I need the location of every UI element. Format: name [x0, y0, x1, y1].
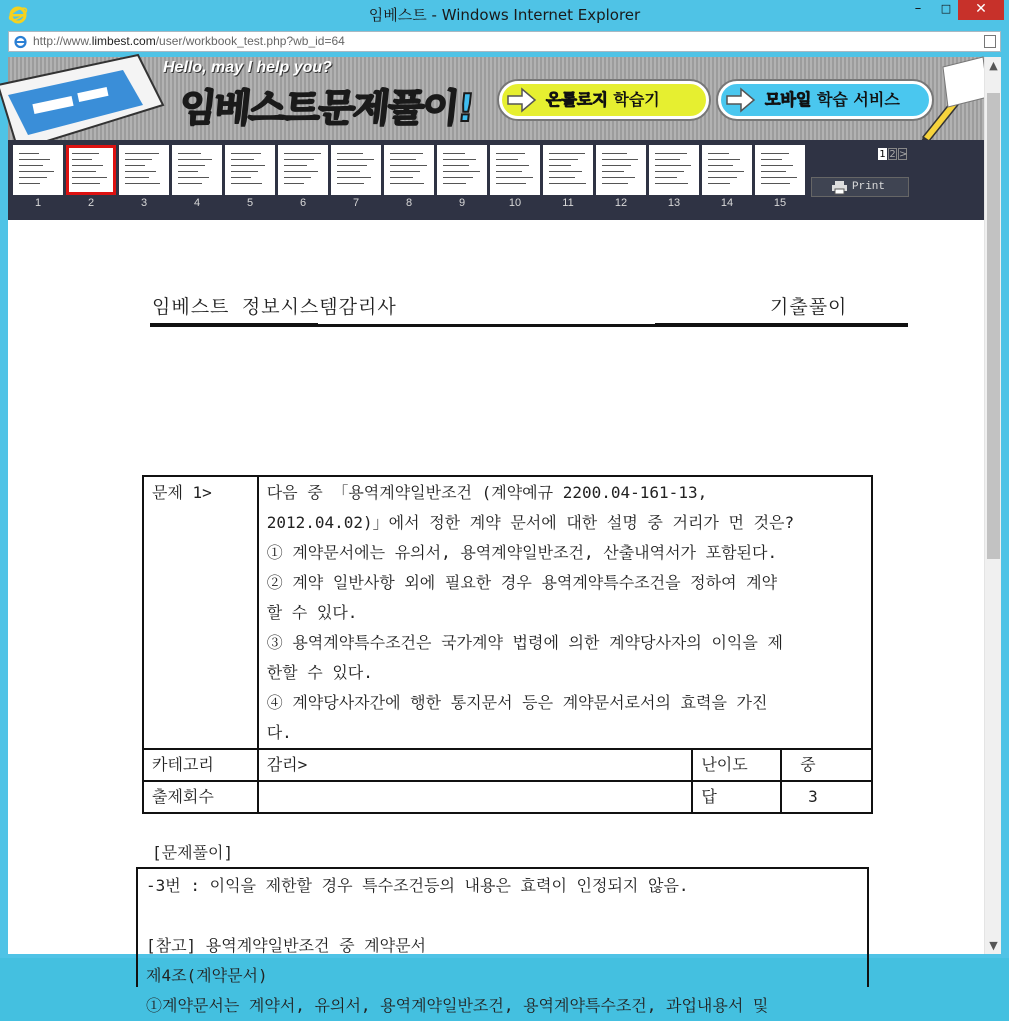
arrow-right-icon [508, 87, 536, 113]
page-thumbnail-strip [8, 140, 984, 220]
pager-button[interactable]: 1 [879, 149, 886, 160]
thumbnail-number: 13 [667, 197, 681, 209]
pager-button[interactable]: 2 [889, 149, 896, 160]
scrollbar-thumb[interactable] [987, 93, 1000, 559]
window-title: 임베스트 - Windows Internet Explorer [368, 6, 641, 24]
solution-line: -3번 : 이익을 제한할 경우 특수조건등의 내용은 효력이 인정되지 않음. [146, 876, 689, 895]
solution-box [136, 867, 869, 1015]
solution-line [146, 901, 859, 931]
close-button[interactable]: ✕ [958, 0, 1004, 20]
page-thumbnail[interactable] [437, 145, 487, 195]
mobile-learning-button[interactable] [718, 81, 932, 119]
thumbnail-number: 8 [405, 197, 413, 209]
page-thumbnail[interactable] [225, 145, 275, 195]
thumbnail-number: 5 [246, 197, 254, 209]
session-label: 출제회수 [143, 781, 258, 813]
page-thumbnail[interactable] [331, 145, 381, 195]
page-thumbnail[interactable] [755, 145, 805, 195]
thumbnail-number: 12 [614, 197, 628, 209]
difficulty-value: 중 [781, 749, 872, 781]
thumbnail-number: 14 [720, 197, 734, 209]
page-thumbnail[interactable] [172, 145, 222, 195]
mobile-highlight: 모바일 [765, 90, 812, 109]
page-thumbnail[interactable] [649, 145, 699, 195]
scroll-down-icon[interactable]: ▼ [989, 939, 998, 952]
url-domain: limbest.com [91, 34, 156, 48]
pencil-illustration-icon [913, 57, 988, 140]
question-row [143, 476, 872, 749]
page-thumbnail[interactable] [66, 145, 116, 195]
page-thumbnail[interactable] [596, 145, 646, 195]
thumbnail-number: 7 [352, 197, 360, 209]
compatibility-view-icon[interactable] [984, 35, 996, 48]
thumbnail-number: 6 [299, 197, 307, 209]
page-thumbnail[interactable] [278, 145, 328, 195]
site-logo[interactable] [177, 77, 476, 132]
question-line: ① 계약문서에는 유의서, 용역계약일반조건, 산출내역서가 포함된다. [266, 543, 778, 562]
ontology-learning-button[interactable] [499, 81, 709, 119]
difficulty-label: 난이도 [692, 749, 781, 781]
banner-greeting: Hello, may I help you? [163, 59, 332, 76]
page-thumbnail[interactable] [490, 145, 540, 195]
vertical-scrollbar[interactable] [984, 57, 1001, 954]
pager-button[interactable]: > [899, 149, 908, 160]
title-rule [318, 324, 655, 327]
session-row [143, 781, 872, 813]
page-thumbnail[interactable] [119, 145, 169, 195]
question-body [258, 476, 872, 749]
title-rule [655, 323, 908, 327]
print-label: Print [852, 181, 886, 193]
arrow-right-icon [727, 87, 755, 113]
thumbnail-number: 3 [140, 197, 148, 209]
mobile-rest: 학습 서비스 [811, 90, 900, 109]
site-banner [8, 57, 984, 140]
question-line: 다. [266, 723, 292, 742]
thumbnail-number: 4 [193, 197, 201, 209]
page-thumbnail[interactable] [384, 145, 434, 195]
ontology-rest: 학습기 [607, 90, 660, 109]
question-line: 2012.04.02)」에서 정한 계약 문서에 대한 설명 중 거리가 먼 것은? [266, 513, 795, 532]
thumbnail-number: 1 [34, 197, 42, 209]
minimize-button[interactable]: – [914, 1, 922, 16]
page-viewport [8, 57, 984, 1015]
printer-icon [832, 181, 847, 194]
document-page [8, 220, 984, 1015]
category-value: 감리> [258, 749, 693, 781]
page-icon [13, 34, 28, 49]
maximize-button[interactable]: □ [940, 2, 952, 15]
thumbnail-pager [878, 148, 908, 160]
question-line: 할 수 있다. [266, 603, 358, 622]
thumbnail-number: 15 [773, 197, 787, 209]
session-value [258, 781, 693, 813]
category-row [143, 749, 872, 781]
page-thumbnail[interactable] [543, 145, 593, 195]
thumbnail-number: 10 [508, 197, 522, 209]
url-path: /user/workbook_test.php?wb_id=64 [155, 34, 345, 48]
thumbnail-number: 9 [458, 197, 466, 209]
logo-main: 임베스트 [177, 86, 321, 130]
ontology-highlight: 온톨로지 [546, 90, 608, 109]
solution-line: ①계약문서는 계약서, 유의서, 용역계약일반조건, 용역계약특수조건, 과업내용서 및 [146, 996, 769, 1015]
question-line: ② 계약 일반사항 외에 필요한 경우 용역계약특수조건을 정하여 계약 [266, 573, 778, 592]
laptop-illustration-icon [0, 65, 168, 145]
answer-value: 3 [781, 781, 872, 813]
answer-label: 답 [692, 781, 781, 813]
url-prefix: http://www. [33, 34, 92, 48]
question-line: ③ 용역계약특수조건은 국가계약 법령에 의한 계약당사자의 이익을 제 [266, 633, 783, 652]
document-type: 기출풀이 [770, 296, 848, 318]
solution-line: 제4조(계약문서) [146, 966, 268, 985]
question-line: 다음 중 「용역계약일반조건 (계약예규 2200.04-161-13, [266, 483, 708, 502]
solution-line: [참고] 용역계약일반조건 중 계약문서 [146, 936, 427, 955]
question-label: 문제 1> [143, 476, 258, 749]
solution-label: [문제풀이] [152, 843, 234, 862]
logo-sub: 문제풀이! [316, 86, 475, 130]
print-button[interactable] [811, 177, 909, 197]
question-line: ④ 계약당사자간에 행한 통지문서 등은 계약문서로서의 효력을 가진 [266, 693, 768, 712]
page-thumbnail[interactable] [13, 145, 63, 195]
title-bar[interactable] [0, 0, 1009, 28]
title-rule [150, 323, 318, 327]
question-line: 한할 수 있다. [266, 663, 373, 682]
scroll-up-icon[interactable]: ▲ [989, 59, 998, 72]
question-table [142, 475, 873, 814]
thumbnail-number: 2 [87, 197, 95, 209]
url-text[interactable] [33, 34, 345, 48]
thumbnail-number: 11 [562, 197, 574, 209]
page-thumbnail[interactable] [702, 145, 752, 195]
address-bar[interactable] [8, 31, 1001, 52]
document-title: 임베스트 정보시스템감리사 [152, 296, 397, 318]
category-label: 카테고리 [143, 749, 258, 781]
